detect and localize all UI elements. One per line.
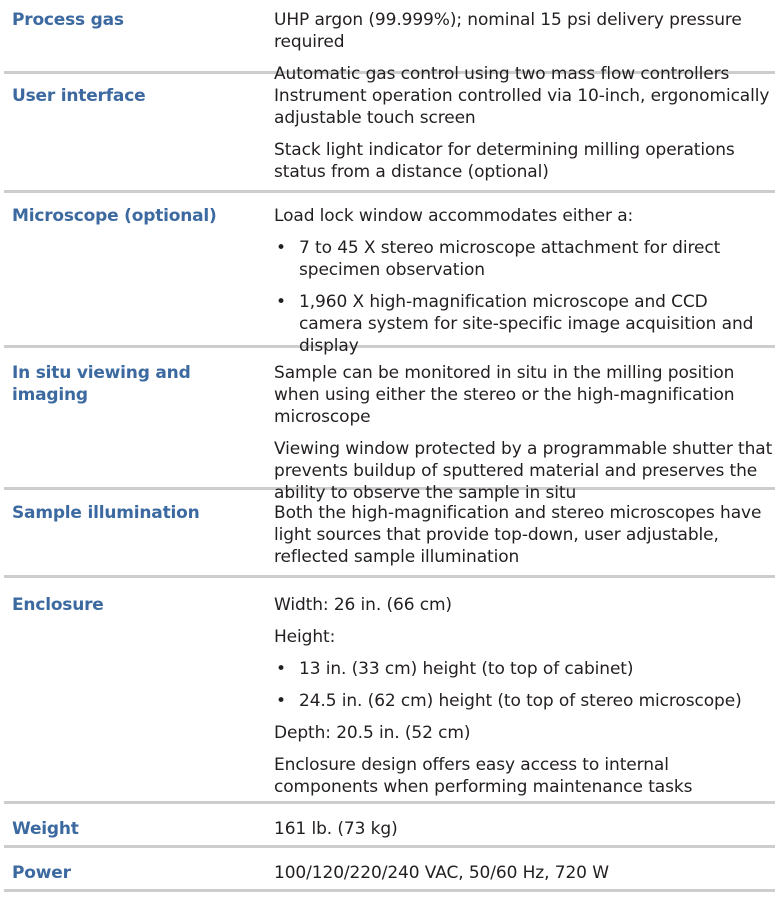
spec-text: Height: <box>274 627 336 647</box>
bullet-text: 7 to 45 X stereo microscope attachment for direct specimen observation <box>299 238 721 280</box>
bullet-text: 24.5 in. (62 cm) height (to top of stereo microscope) <box>299 691 742 711</box>
spec-text: Depth: 20.5 in. (52 cm) <box>274 723 471 743</box>
spec-row-in-situ-viewing <box>4 348 775 503</box>
spec-text: Enclosure design offers easy access to internal components when performing maintenance tasks <box>274 755 693 797</box>
spec-text: Both the high-magnification and stereo microscopes have light sources that provide top-down, user adjustable, reflected sample illumination <box>274 503 762 567</box>
bullet-icon: • <box>276 691 286 711</box>
spec-label: In situ viewing and imaging <box>12 363 191 405</box>
spec-content <box>266 362 775 504</box>
spec-row-weight <box>4 804 775 848</box>
spec-label: Process gas <box>12 10 124 30</box>
spec-label: Sample illumination <box>12 503 200 523</box>
spec-row-power <box>4 848 775 892</box>
bullet-item <box>274 658 775 680</box>
bullet-icon: • <box>276 659 286 679</box>
spec-label: Power <box>12 863 71 883</box>
spec-label: Microscope (optional) <box>12 206 217 226</box>
spec-content <box>266 818 775 840</box>
spec-text: Sample can be monitored in situ in the milling position when using either the stereo or the high-magnification microscope <box>274 363 735 427</box>
spec-text: UHP argon (99.999%); nominal 15 psi delivery pressure required <box>274 10 742 52</box>
spec-text: Stack light indicator for determining milling operations status from a distance (optional) <box>274 140 735 182</box>
spec-row-microscope <box>4 193 775 356</box>
spec-row-user-interface <box>4 74 775 193</box>
bullet-item <box>274 291 775 357</box>
bullet-icon: • <box>276 292 286 312</box>
spec-row-enclosure <box>4 578 775 804</box>
spec-content <box>266 9 775 85</box>
spec-content <box>266 594 775 798</box>
spec-text: Instrument operation controlled via 10-inch, ergonomically adjustable touch screen <box>274 86 770 128</box>
spec-table <box>4 0 775 892</box>
spec-content <box>266 205 775 357</box>
spec-row-sample-illumination <box>4 490 775 578</box>
spec-text: Automatic gas control using two mass flow controllers <box>274 64 730 84</box>
spec-content <box>266 502 775 568</box>
spec-content <box>266 85 775 183</box>
bullet-icon: • <box>276 238 286 258</box>
spec-text: Viewing window protected by a programmable shutter that prevents buildup of sputtered material and preserves the ability to observe the sample in situ <box>274 439 773 503</box>
spec-label: Weight <box>12 819 79 839</box>
bullet-item <box>274 237 775 281</box>
spec-text: 100/120/220/240 VAC, 50/60 Hz, 720 W <box>274 863 609 883</box>
bullet-text: 1,960 X high-magnification microscope and CCD camera system for site-specific image acquisition and display <box>299 292 754 356</box>
spec-text: Width: 26 in. (66 cm) <box>274 595 452 615</box>
spec-text: Load lock window accommodates either a: <box>274 206 634 226</box>
spec-row-process-gas <box>4 0 775 84</box>
spec-label: User interface <box>12 86 146 106</box>
bullet-text: 13 in. (33 cm) height (to top of cabinet) <box>299 659 634 679</box>
bullet-item <box>274 690 775 712</box>
spec-text: 161 lb. (73 kg) <box>274 819 398 839</box>
spec-label: Enclosure <box>12 595 104 615</box>
spec-content <box>266 862 775 884</box>
